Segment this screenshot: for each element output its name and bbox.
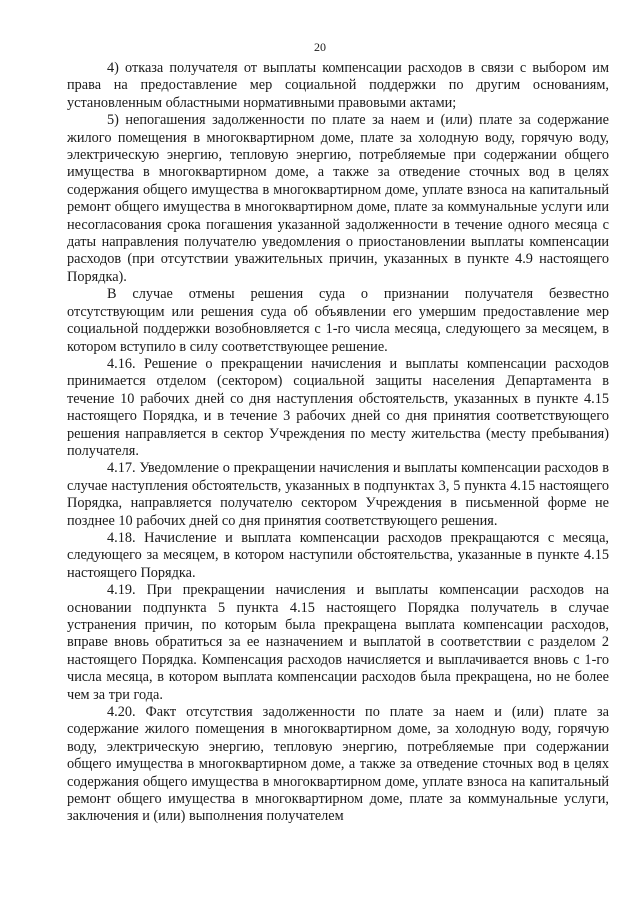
paragraph-4-16: 4.16. Решение о прекращении начисления и выплаты компенсации расходов принимается отделом (сектором) социальной защиты населения Департамента в течение 10 рабочих дней со дня наступления обстоятельств, указанных в пункте 4.15 настоящего Порядка, и в течение 3 рабочих дней со дня принятия соответствующего решения направляется в сектор Учреждения по месту жительства (месту пребывания) получателя. (67, 355, 609, 459)
paragraph-4-17: 4.17. Уведомление о прекращении начисления и выплаты компенсации расходов в случае наступления обстоятельств, указанных в подпунктах 3, 5 пункта 4.15 настоящего Порядка, направляется получателю сектором Учреждения в письменной форме не позднее 10 рабочих дней со дня принятия соответствующего решения. (67, 460, 609, 529)
paragraph-4-18: 4.18. Начисление и выплата компенсации расходов прекращаются с месяца, следующего за месяцем, в котором наступили обстоятельства, указанные в пункте 4.15 настоящего Порядка. (67, 529, 609, 581)
paragraph-subitem-5: 5) непогашения задолженности по плате за наем и (или) плате за содержание жилого помещения в многоквартирном доме, плате за холодную воду, горячую воду, электрическую энергию, тепловую энергию, потребляемые при содержании общего имущества в многоквартирном доме, а также за отведение сточных вод в целях содержания общего имущества в многоквартирном доме, уплате взноса на капитальный ремонт общего имущества в многоквартирном доме, плате за коммунальные услуги или несогласования срока погашения указанной задолженности в течение одного месяца с даты направления получателю уведомления о приостановлении выплаты компенсации расходов (при отсутствии уважительных причин, указанных в пункте 4.9 настоящего Порядка). (67, 112, 609, 285)
page-number: 20 (314, 40, 326, 54)
paragraph-subitem-4: 4) отказа получателя от выплаты компенсации расходов в связи с выбором им права на предоставление мер социальной поддержки по другим основаниям, установленным областными нормативными правовыми актами; (67, 60, 609, 111)
document-body (67, 60, 609, 826)
paragraph-court-decision: В случае отмены решения суда о признании получателя безвестно отсутствующим или решения суда об объявлении его умершим предоставление мер социальной поддержки возобновляется с 1-го числа месяца, следующего за месяцем, в котором вступило в силу соответствующее решение. (67, 286, 609, 355)
paragraph-4-19: 4.19. При прекращении начисления и выплаты компенсации расходов на основании подпункта 5 пункта 4.15 настоящего Порядка получатель в случае устранения причин, по которым была прекращена выплата компенсации расходов, вправе вновь обратиться за ее назначением и выплатой в соответствии с разделом 2 настоящего Порядка. Компенсация расходов начисляется и выплачивается вновь с 1-го числа месяца, в котором выплата компенсации расходов была прекращена, но не более чем за три года. (67, 582, 609, 703)
paragraph-4-20: 4.20. Факт отсутствия задолженности по плате за наем и (или) плате за содержание жилого помещения в многоквартирном доме, за холодную воду, горячую воду, электрическую энергию, тепловую энергию, потребляемые при содержании общего имущества в многоквартирном доме, а также за отведение сточных вод в целях содержания общего имущества в многоквартирном доме, уплате взноса на капитальный ремонт общего имущества в многоквартирном доме, плате за коммунальные услуги, заключения и (или) выполнения получателем (67, 704, 609, 825)
